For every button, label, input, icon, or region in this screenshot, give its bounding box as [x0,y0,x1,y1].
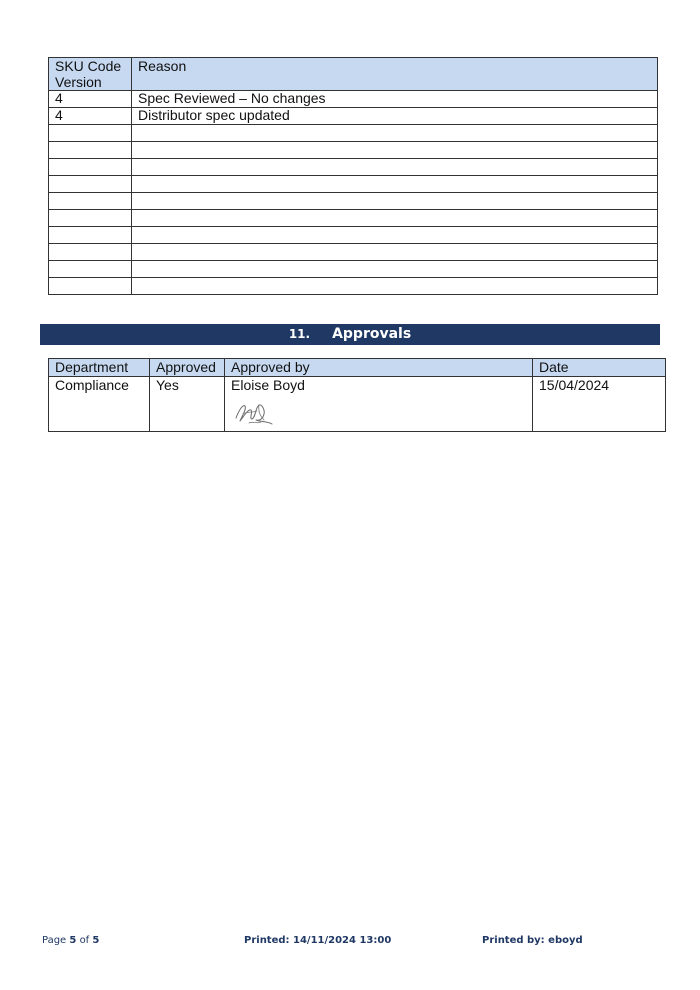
approved-cell: Yes [150,377,225,432]
page-number [42,935,99,946]
reason-cell [132,142,658,159]
page-current: 5 [69,935,77,946]
version-cell [49,176,132,193]
approvals-section-heading [40,324,660,345]
table-row [49,159,658,176]
table-row [49,210,658,227]
reason-cell [132,210,658,227]
table-row [49,278,658,295]
printed-timestamp: Printed: 14/11/2024 13:00 [244,935,392,946]
table-header-row [49,359,666,377]
reason-cell [132,227,658,244]
reason-cell [132,193,658,210]
approved-by-cell [225,377,533,432]
version-cell: 4 [49,108,132,125]
table-row [49,244,658,261]
page-total: 5 [92,935,100,946]
table-row [49,91,658,108]
reason-cell: Distributor spec updated [132,108,658,125]
version-cell [49,210,132,227]
reason-cell [132,244,658,261]
version-cell [49,125,132,142]
sku-code-version-header: SKU Code Version [49,58,132,91]
section-number: 11. [288,327,311,341]
version-cell [49,193,132,210]
reason-cell: Spec Reviewed – No changes [132,91,658,108]
table-row [49,193,658,210]
reason-cell [132,176,658,193]
section-title: Approvals [332,326,412,342]
page-prefix: Page [42,935,67,946]
version-cell [49,278,132,295]
version-cell [49,244,132,261]
version-cell [49,142,132,159]
approved-by-header: Approved by [225,359,533,377]
version-cell: 4 [49,91,132,108]
date-header: Date [533,359,666,377]
table-row [49,125,658,142]
table-row [49,261,658,278]
date-cell: 15/04/2024 [533,377,666,432]
table-row [49,227,658,244]
signature-icon [231,396,275,428]
table-row [49,108,658,125]
approvals-table [48,358,666,432]
reason-cell [132,278,658,295]
printed-by: Printed by: eboyd [482,935,583,946]
reason-cell [132,159,658,176]
department-cell: Compliance [49,377,150,432]
sku-version-table [48,57,658,295]
department-header: Department [49,359,150,377]
reason-cell [132,125,658,142]
table-header-row [49,58,658,91]
version-cell [49,227,132,244]
table-row [49,142,658,159]
table-row [49,176,658,193]
approved-header: Approved [150,359,225,377]
reason-cell [132,261,658,278]
version-cell [49,261,132,278]
approver-name: Eloise Boyd [231,377,305,393]
page-of: of [79,935,90,946]
table-row [49,377,666,432]
reason-header: Reason [132,58,658,91]
version-cell [49,159,132,176]
